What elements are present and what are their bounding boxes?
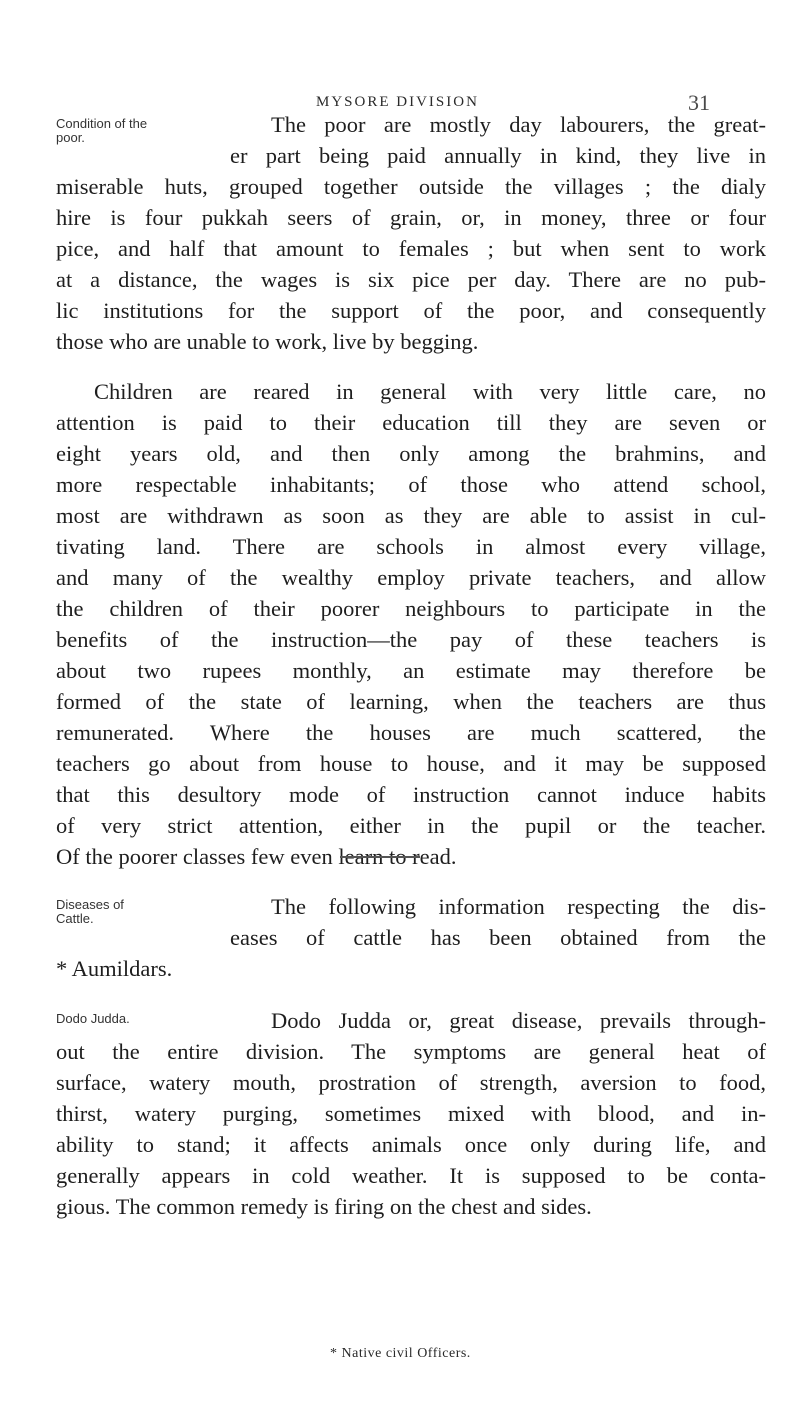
children-line-14: that this desultory mode of instruction cannot induce habits xyxy=(56,782,766,807)
children-line-11: formed of the state of learning, when the teachers are thus xyxy=(56,689,766,714)
children-line-2: attention is paid to their education till they are seven or xyxy=(56,410,766,435)
poor-line-2: er part being paid annually in kind, they live in xyxy=(230,143,766,168)
margin-note-dodo-judda: Dodo Judda. xyxy=(56,1011,130,1026)
children-line-4: more respectable inhabitants; of those who attend school, xyxy=(56,472,766,497)
footnote: * Native civil Officers. xyxy=(330,1346,471,1361)
dodo-line-2: out the entire division. The symptoms are general heat of xyxy=(56,1039,766,1064)
children-line-7: and many of the wealthy employ private teachers, and allow xyxy=(56,565,766,590)
poor-line-1: The poor are mostly day labourers, the great- xyxy=(271,112,766,137)
cattle-line-1: The following information respecting the dis- xyxy=(271,894,766,919)
children-line-12: remunerated. Where the houses are much scattered, the xyxy=(56,720,766,745)
children-line-16: Of the poorer classes few even learn to read. xyxy=(56,844,457,869)
margin-note-diseases-of-cattle-line-1: Diseases of xyxy=(56,897,124,912)
dodo-line-6: generally appears in cold weather. It is supposed to be conta- xyxy=(56,1163,766,1188)
dodo-line-7: gious. The common remedy is firing on the chest and sides. xyxy=(56,1194,592,1219)
cattle-line-2: eases of cattle has been obtained from the xyxy=(230,925,766,950)
children-line-5: most are withdrawn as soon as they are able to assist in cul- xyxy=(56,503,766,528)
poor-line-4: hire is four pukkah seers of grain, or, in money, three or four xyxy=(56,205,766,230)
poor-line-8: those who are unable to work, live by begging. xyxy=(56,329,479,354)
children-line-9: benefits of the instruction—the pay of these teachers is xyxy=(56,627,766,652)
dodo-line-1: Dodo Judda or, great disease, prevails through- xyxy=(271,1008,766,1033)
children-line-8: the children of their poorer neighbours to participate in the xyxy=(56,596,766,621)
poor-line-6: at a distance, the wages is six pice per day. There are no pub- xyxy=(56,267,766,292)
dodo-line-3: surface, watery mouth, prostration of strength, aversion to food, xyxy=(56,1070,766,1095)
margin-note-diseases-of-cattle-line-2: Cattle. xyxy=(56,911,94,926)
children-line-3: eight years old, and then only among the brahmins, and xyxy=(56,441,766,466)
poor-line-7: lic institutions for the support of the poor, and consequently xyxy=(56,298,766,323)
section-divider xyxy=(340,856,420,858)
page-number: 31 xyxy=(688,90,710,115)
poor-line-3: miserable huts, grouped together outside the villages ; the dialy xyxy=(56,174,766,199)
running-head: MYSORE DIVISION xyxy=(316,94,479,110)
cattle-line-3: * Aumildars. xyxy=(56,956,173,981)
dodo-line-4: thirst, watery purging, sometimes mixed with blood, and in- xyxy=(56,1101,766,1126)
margin-note-condition-of-poor-line-1: Condition of the xyxy=(56,116,148,131)
poor-line-5: pice, and half that amount to females ; but when sent to work xyxy=(56,236,766,261)
margin-note-condition-of-poor-line-2: poor. xyxy=(56,130,85,145)
dodo-line-5: ability to stand; it affects animals once only during life, and xyxy=(56,1132,766,1157)
children-line-6: tivating land. There are schools in almost every village, xyxy=(56,534,766,559)
children-line-10: about two rupees monthly, an estimate may therefore be xyxy=(56,658,766,683)
children-line-1: Children are reared in general with very little care, no xyxy=(94,379,766,404)
children-line-15: of very strict attention, either in the pupil or the teacher. xyxy=(56,813,766,838)
children-line-13: teachers go about from house to house, and it may be supposed xyxy=(56,751,766,776)
